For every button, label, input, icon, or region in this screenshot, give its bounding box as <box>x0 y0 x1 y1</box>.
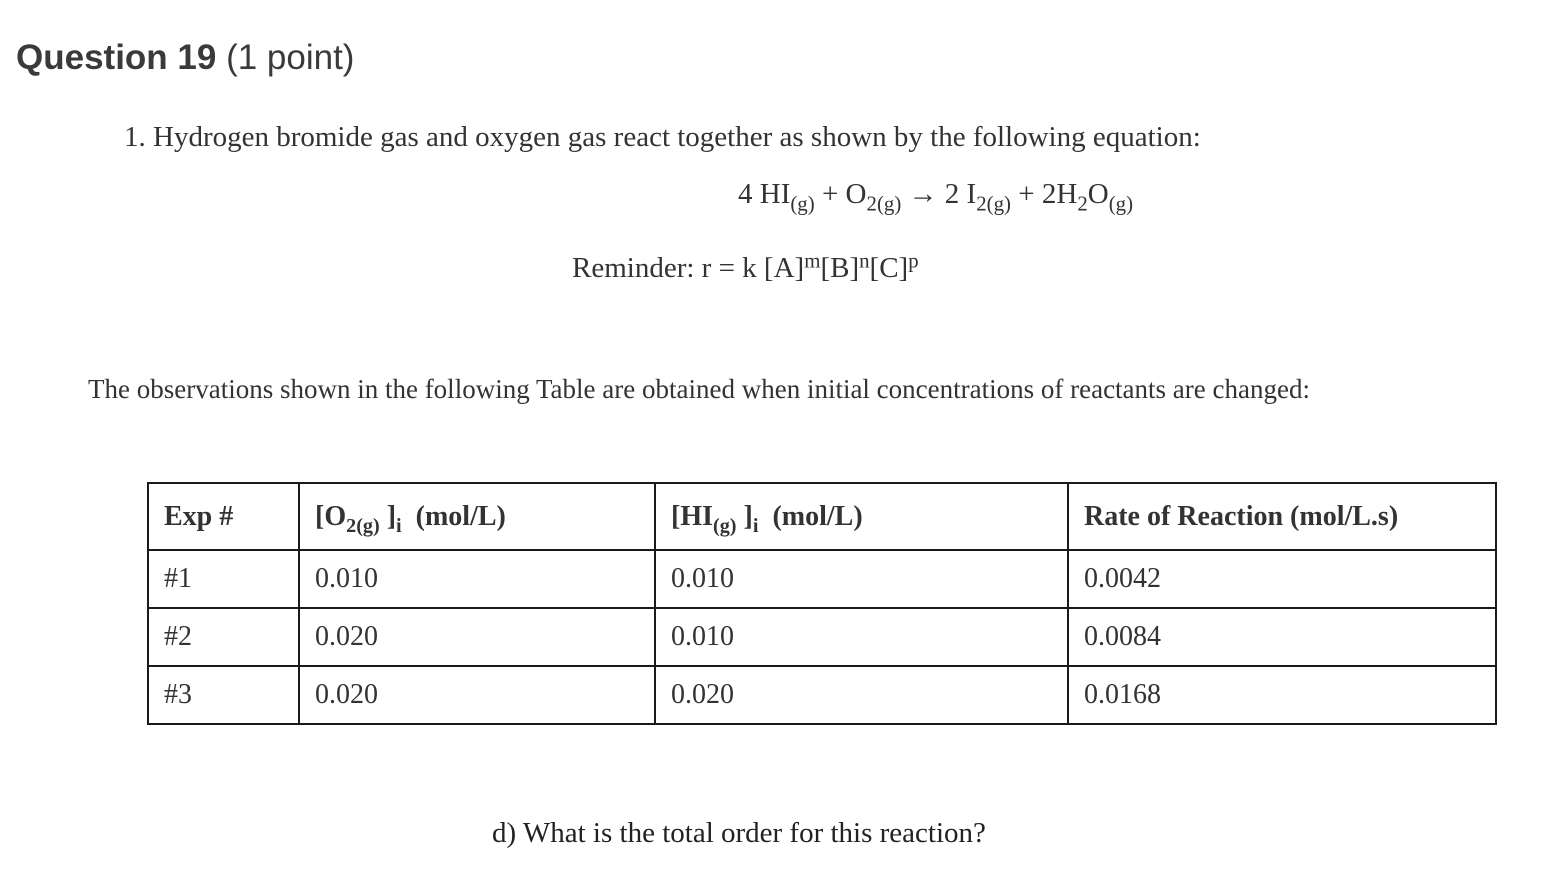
chemical-equation <box>738 178 1134 216</box>
question-title: Question 19 <box>16 38 217 77</box>
question-points: (1 point) <box>226 38 355 77</box>
cell-rate: 0.0084 <box>1068 608 1496 666</box>
cell-rate: 0.0168 <box>1068 666 1496 724</box>
cell-exp: #3 <box>148 666 299 724</box>
table-row <box>148 608 1496 666</box>
header-hi-concentration <box>655 483 1068 550</box>
header-text: ] <box>736 500 753 532</box>
header-unit: (mol/L) <box>415 500 506 532</box>
cell-exp: #1 <box>148 550 299 608</box>
equation-text: + O <box>814 178 867 210</box>
cell-hi: 0.010 <box>655 550 1068 608</box>
header-subscript: i <box>396 514 402 537</box>
equation-text: O <box>1087 178 1109 210</box>
observations-text: The observations shown in the following Table are obtained when initial concentrations of reactants are changed: <box>88 374 1310 404</box>
question-intro: 1. Hydrogen bromide gas and oxygen gas react together as shown by the following equation: <box>124 121 1201 153</box>
equation-subscript: (g) <box>1108 191 1134 216</box>
question-header <box>16 38 354 78</box>
table-row <box>148 666 1496 724</box>
equation-text: + 2H <box>1011 178 1078 210</box>
equation-subscript: 2(g) <box>976 191 1011 216</box>
cell-o2: 0.010 <box>299 550 655 608</box>
equation-text: 4 HI <box>738 178 791 210</box>
equation-subscript: 2 <box>1077 191 1088 216</box>
reminder-exponent: p <box>908 248 919 273</box>
equation-subscript: 2(g) <box>866 191 902 216</box>
reminder-exponent: n <box>859 248 870 273</box>
header-unit: (mol/L) <box>772 500 863 532</box>
cell-o2: 0.020 <box>299 666 655 724</box>
header-subscript: (g) <box>713 514 737 537</box>
cell-rate: 0.0042 <box>1068 550 1496 608</box>
cell-hi: 0.020 <box>655 666 1068 724</box>
cell-exp: #2 <box>148 608 299 666</box>
header-subscript: i <box>752 514 759 537</box>
cell-o2: 0.020 <box>299 608 655 666</box>
header-o2-concentration <box>299 483 655 550</box>
table-header-row <box>148 483 1496 550</box>
reminder-text: Reminder: r = k [A] <box>572 252 805 284</box>
reminder-exponent: m <box>804 248 821 273</box>
rate-law-reminder <box>572 248 919 285</box>
header-subscript: 2(g) <box>346 514 380 537</box>
equation-text: → 2 I <box>901 178 977 210</box>
observations-table <box>147 482 1497 725</box>
cell-hi: 0.010 <box>655 608 1068 666</box>
header-exp: Exp # <box>148 483 299 550</box>
table-row <box>148 550 1496 608</box>
header-text: [HI <box>671 500 713 532</box>
header-text: [O <box>315 500 347 532</box>
question-d: d) What is the total order for this reaction? <box>492 817 986 849</box>
header-text: ] <box>379 500 397 532</box>
header-rate: Rate of Reaction (mol/L.s) <box>1068 483 1496 550</box>
reminder-text: [C] <box>869 252 909 284</box>
equation-subscript: (g) <box>790 191 815 216</box>
reminder-text: [B] <box>820 252 860 284</box>
